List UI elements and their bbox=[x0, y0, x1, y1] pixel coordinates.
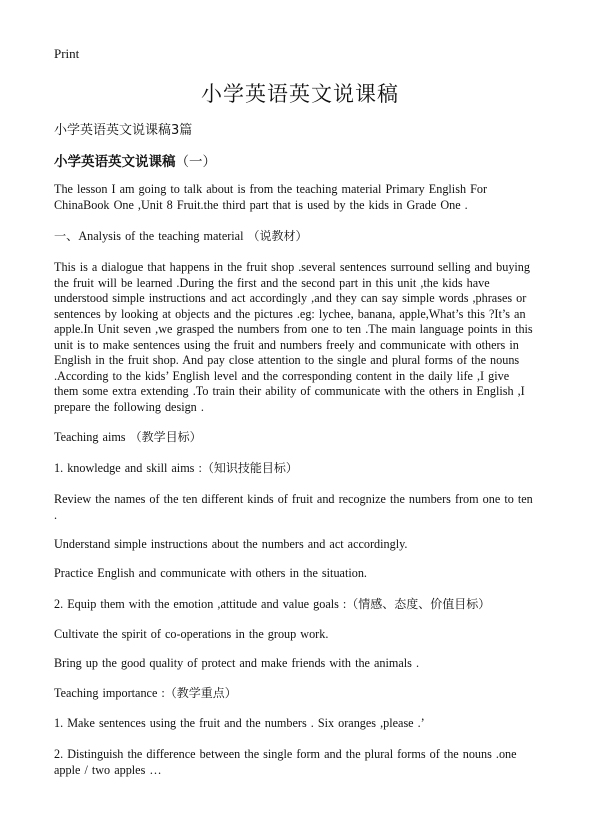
document-title: 小学英语英文说课稿 bbox=[201, 82, 399, 106]
teaching-aims-heading bbox=[54, 430, 536, 446]
intro-paragraph: The lesson I am going to talk about is from the teaching material Primary English For ChinaBook One ,Unit 8 Fruit.the third part that is used by the kids in Grade One . bbox=[54, 182, 488, 212]
emotion-goals-heading bbox=[54, 597, 536, 613]
part-heading bbox=[54, 150, 216, 170]
analysis-heading bbox=[54, 229, 536, 245]
practice-paragraph: Practice English and communicate with others in the situation. bbox=[54, 566, 367, 580]
review-paragraph: Review the names of the ten different kinds of fruit and recognize the numbers from one to ten . bbox=[54, 492, 533, 522]
emotion-goals-heading-en: 2. Equip them with the emotion ,attitude and value goals : bbox=[54, 597, 347, 611]
teaching-aims-heading-en: Teaching aims bbox=[54, 430, 126, 444]
knowledge-aims-heading-cn: （知识技能目标） bbox=[201, 461, 298, 475]
make-sentences-paragraph: 1. Make sentences using the fruit and the numbers . Six oranges ,please .’ bbox=[54, 716, 425, 730]
document-subtitle: 小学英语英文说课稿3篇 bbox=[54, 123, 193, 138]
part-heading-text: 小学英语英文说课稿 bbox=[54, 154, 176, 170]
teaching-importance-heading-cn: （教学重点） bbox=[164, 686, 237, 700]
analysis-heading-en: 一、Analysis of the teaching material bbox=[54, 229, 244, 243]
analysis-paragraph: This is a dialogue that happens in the fruit shop .several sentences surround selling and buying the fruit will be learned .During the first and the second part in this unit ,the kids have understood simple instructions and act accordingly ,and they can say simple words ,phrases or sentences by looking at objects and the pictures .eg: lychee, banana, apple,What’s this ?It’s an apple.In Unit seven ,we grasped the numbers from one to ten .The main language points in this unit is to make sentences using the fruit and numbers freely and communicate with others in English in the fruit shop. And pay close attention to the single and plural forms of the nouns .According to the kids’ English level and the corresponding content in the daily life ,I give them some extra extending .To train their ability of communicate with the others in English ,I prepare the following design . bbox=[54, 260, 533, 414]
part-number: （一） bbox=[175, 154, 216, 170]
distinguish-paragraph: 2. Distinguish the difference between the single form and the plural forms of the nouns .one apple / two apples … bbox=[54, 747, 517, 777]
print-label: Print bbox=[54, 46, 80, 61]
teaching-aims-heading-cn: （教学目标） bbox=[129, 430, 202, 444]
cultivate-paragraph: Cultivate the spirit of co-operations in the group work. bbox=[54, 627, 329, 641]
analysis-heading-cn: （说教材） bbox=[247, 229, 308, 243]
knowledge-aims-heading bbox=[54, 461, 536, 477]
teaching-importance-heading bbox=[54, 686, 536, 702]
bring-up-paragraph: Bring up the good quality of protect and make friends with the animals . bbox=[54, 656, 420, 670]
understand-paragraph: Understand simple instructions about the numbers and act accordingly. bbox=[54, 537, 408, 551]
emotion-goals-heading-cn: （情感、态度、价值目标） bbox=[346, 597, 491, 611]
knowledge-aims-heading-en: 1. knowledge and skill aims : bbox=[54, 461, 202, 475]
teaching-importance-heading-en: Teaching importance : bbox=[54, 686, 165, 700]
